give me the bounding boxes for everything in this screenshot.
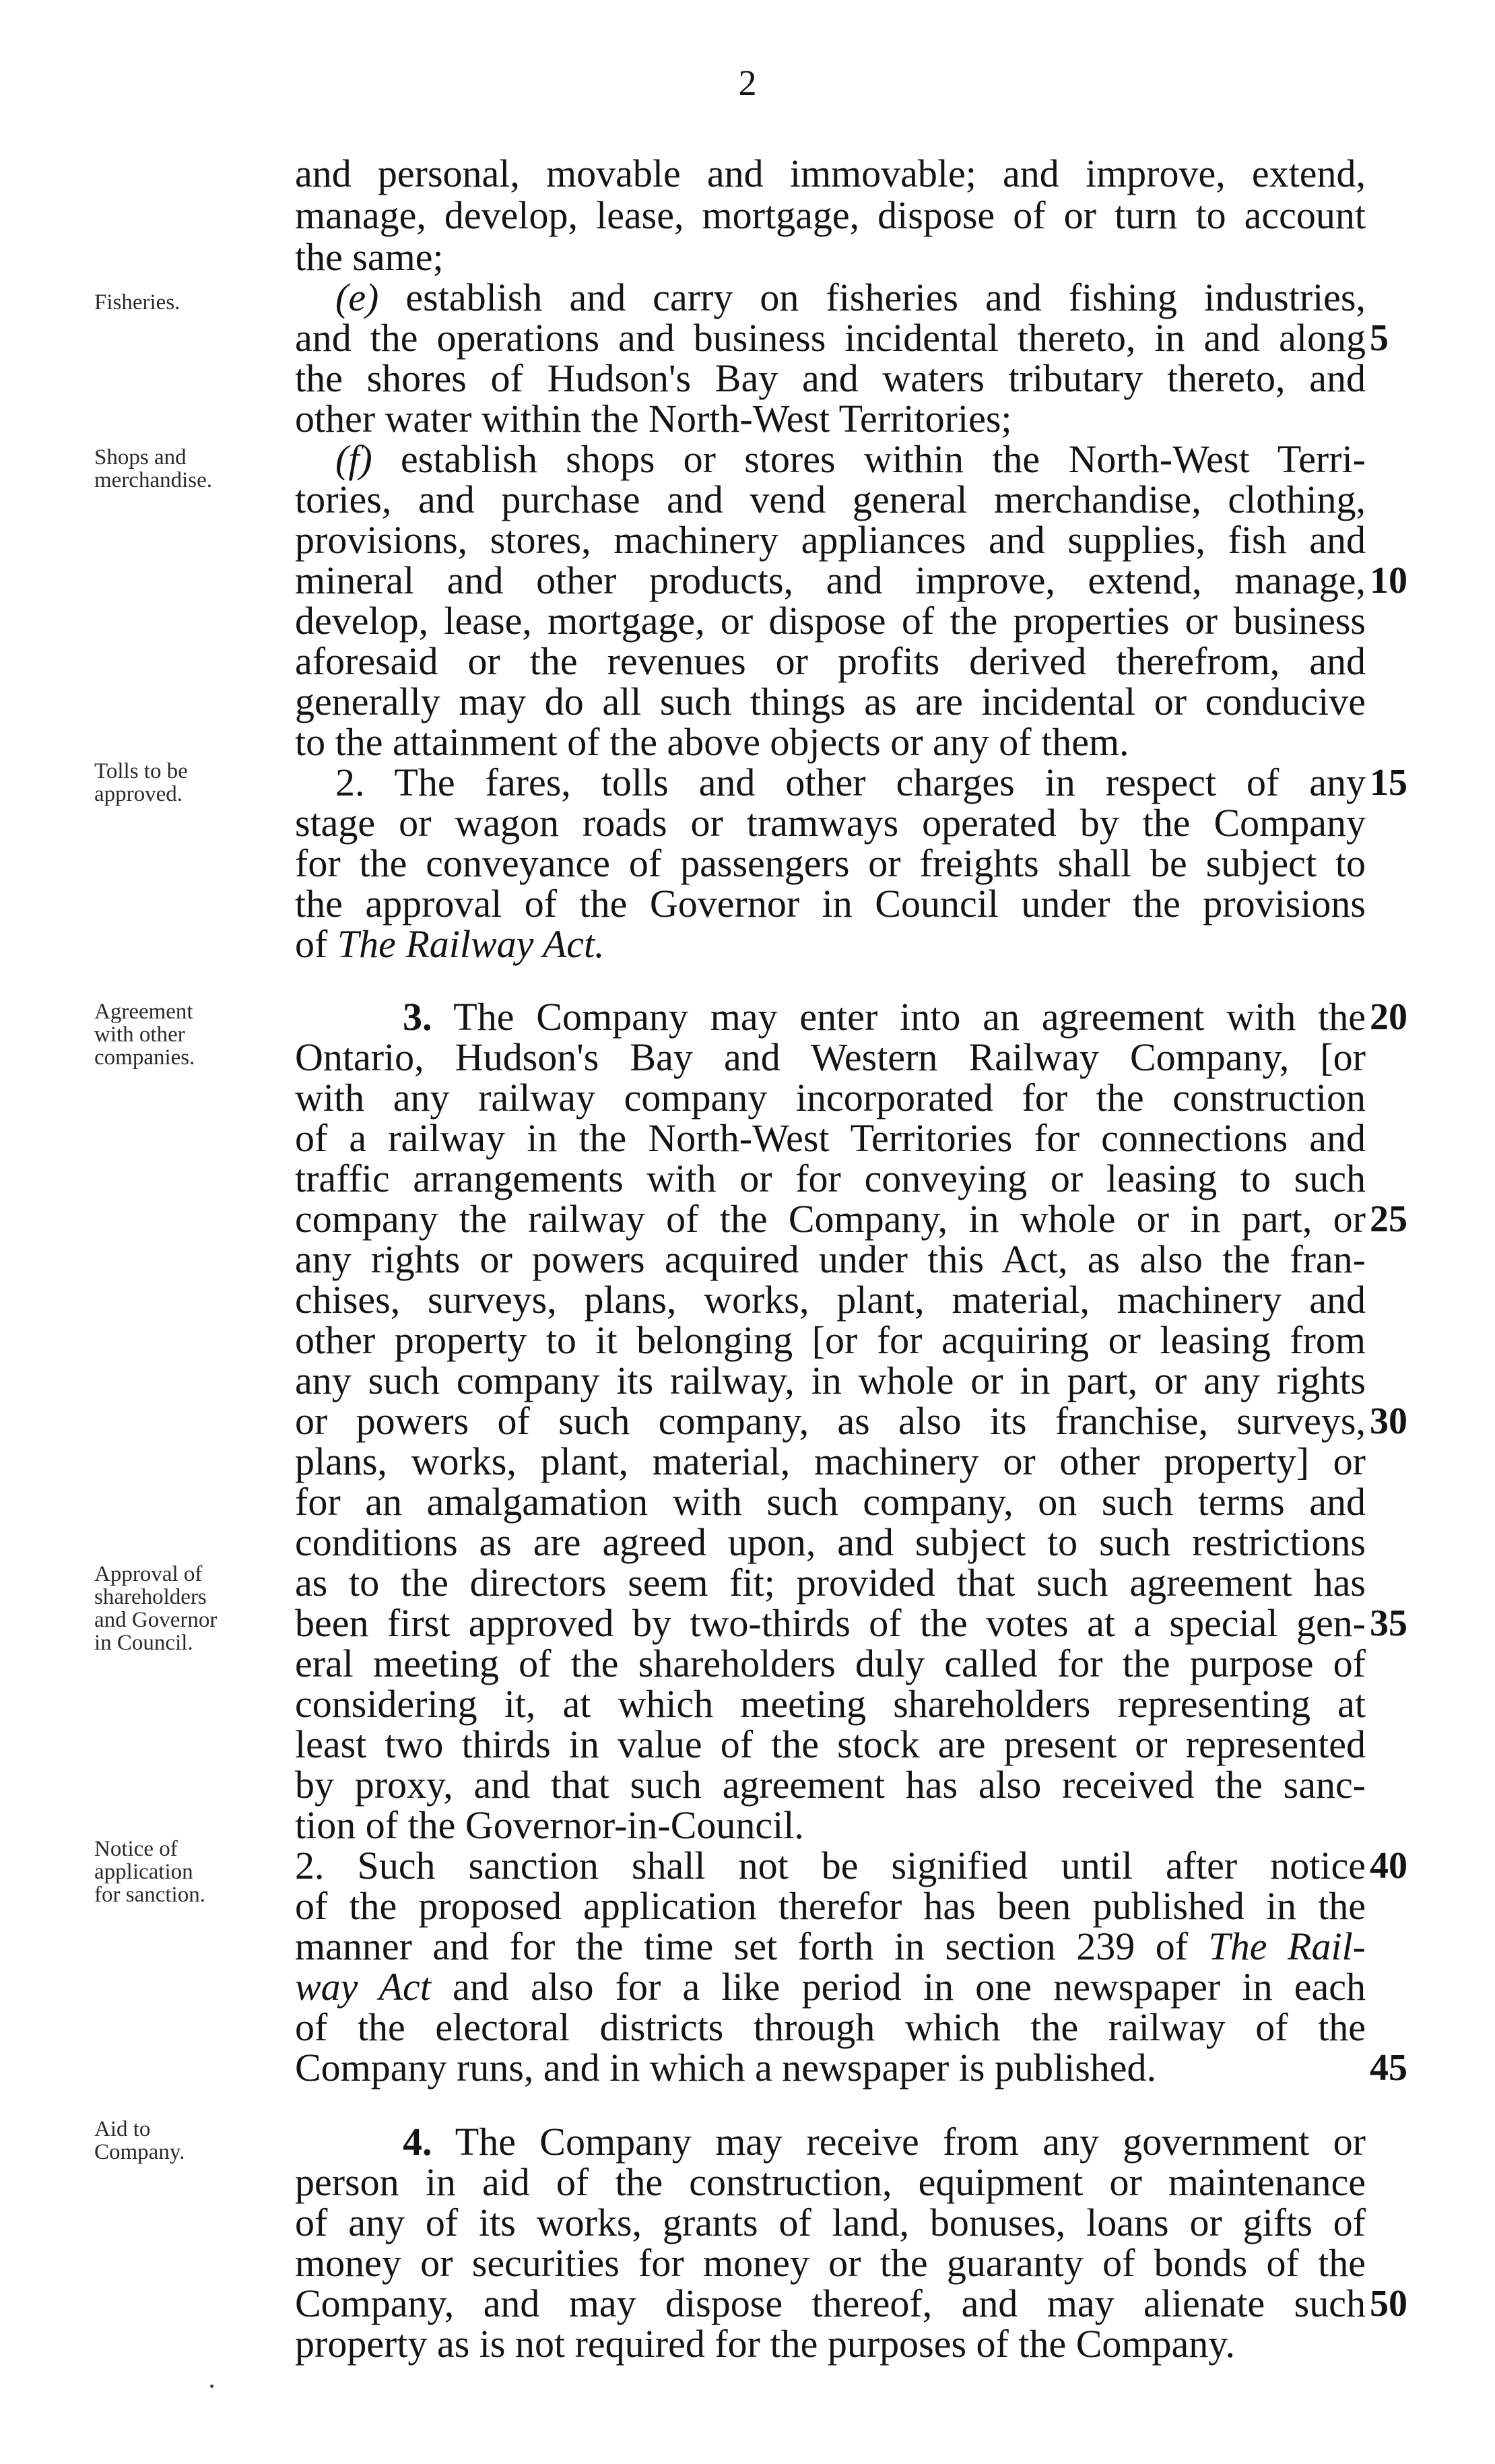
- margin-note-line: shareholders: [94, 1585, 207, 1609]
- margin-note-line: Approval of: [94, 1562, 203, 1586]
- line-number: 50: [1370, 2283, 1407, 2325]
- body-line: and personal, movable and immovable; and improve, extend,: [295, 152, 1366, 195]
- body-line: money or securities for money or the guaranty of bonds of the: [295, 2241, 1366, 2285]
- margin-note-approval: [94, 1563, 290, 1654]
- body-line: by proxy, and that such agreement has also received the sanc-: [295, 1763, 1366, 1807]
- body-line: manage, develop, lease, mortgage, dispose of or turn to account: [295, 193, 1366, 237]
- body-line: been first approved by two-thirds of the votes at a special gen-: [295, 1601, 1366, 1645]
- margin-note-line: Shops and: [94, 445, 187, 469]
- body-line: generally may do all such things as are incidental or conducive: [295, 680, 1366, 723]
- margin-note-line: companies.: [94, 1045, 195, 1070]
- body-line: Company runs, and in which a newspaper is published.: [295, 2046, 1157, 2089]
- body-line: any rights or powers acquired under this Act, as also the fran-: [295, 1237, 1366, 1281]
- line-number: 20: [1370, 996, 1407, 1038]
- margin-note-line: with other: [94, 1023, 185, 1047]
- body-line: [295, 1846, 1366, 1886]
- margin-note-tolls: [94, 760, 290, 806]
- act-title: way Act: [295, 1965, 431, 2009]
- clause-text: establish shops or stores within the North-West Terri-: [372, 437, 1366, 481]
- body-line: [295, 1967, 1366, 2007]
- body-line: for the conveyance of passengers or freights shall be subject to: [295, 841, 1366, 885]
- body-line: tion of the Governor-in-Council.: [295, 1803, 804, 1847]
- line-number: 45: [1370, 2047, 1407, 2089]
- margin-note-line: Fisheries.: [94, 290, 180, 315]
- body-line: of the proposed application therefor has been published in the: [295, 1884, 1366, 1928]
- margin-note-line: Agreement: [94, 1000, 193, 1024]
- margin-note-line: Company.: [94, 2140, 185, 2164]
- clause-label: (e): [335, 275, 379, 319]
- line-number: 10: [1370, 560, 1407, 602]
- body-line: any such company its railway, in whole or in part, or any rights: [295, 1359, 1366, 1402]
- margin-note-line: and Governor: [94, 1608, 218, 1632]
- clause-text: establish and carry on fisheries and fishing industries,: [378, 275, 1366, 319]
- body-line: of the electoral districts through which the railway of the: [295, 2005, 1366, 2049]
- clause-label: (f): [335, 437, 372, 481]
- body-line: [295, 924, 1366, 965]
- body-line: or powers of such company, as also its franchise, surveys,: [295, 1399, 1366, 1443]
- margin-note-line: approved.: [94, 782, 183, 806]
- line-number: 35: [1370, 1602, 1407, 1644]
- body-line: the same;: [295, 235, 444, 279]
- body-line: other water within the North-West Territories;: [295, 397, 1012, 441]
- body-line: to the attainment of the above objects or any of them.: [295, 720, 1129, 764]
- body-line: Company, and may dispose thereof, and may alienate such: [295, 2281, 1366, 2325]
- margin-note-fisheries: [94, 291, 290, 314]
- body-line: plans, works, plant, material, machinery or other property] or: [295, 1439, 1366, 1483]
- margin-note-line: Aid to: [94, 2117, 151, 2141]
- text-run: manner and for the time set forth in section 239 of: [295, 1924, 1209, 1968]
- subsection-text: 2. The fares, tolls and other charges in respect of any: [335, 760, 1366, 804]
- margin-note-line: in Council.: [94, 1631, 193, 1655]
- page-number: 2: [738, 63, 757, 103]
- body-line: company the railway of the Company, in whole or in part, or: [295, 1197, 1366, 1241]
- margin-note-line: application: [94, 1860, 193, 1884]
- margin-note-line: merchandise.: [94, 468, 213, 492]
- margin-note-line: for sanction.: [94, 1883, 205, 1907]
- line-number: 40: [1370, 1845, 1407, 1887]
- body-line: with any railway company incorporated for the construction: [295, 1076, 1366, 1120]
- body-line: other property to it belonging [or for acquiring or leasing from: [295, 1318, 1366, 1362]
- body-line: eral meeting of the shareholders duly called for the purpose of: [295, 1642, 1366, 1685]
- line-number: 30: [1370, 1400, 1407, 1442]
- body-line: stage or wagon roads or tramways operated by the Company: [295, 801, 1366, 845]
- body-line: [295, 760, 1366, 804]
- body-line: the shores of Hudson's Bay and waters tributary thereto, and: [295, 356, 1366, 400]
- margin-note-line: Tolls to be: [94, 759, 188, 783]
- section-number: 4.: [403, 2120, 432, 2164]
- body-line: property as is not required for the purposes of the Company.: [295, 2322, 1235, 2366]
- body-line: of a railway in the North-West Territories for connections and: [295, 1116, 1366, 1160]
- body-line: [295, 439, 1366, 480]
- body-line: least two thirds in value of the stock are present or represented: [295, 1722, 1366, 1766]
- body-line: for an amalgamation with such company, on such terms and: [295, 1480, 1366, 1524]
- body-line: the approval of the Governor in Council under the provisions: [295, 882, 1366, 926]
- body-line: [295, 275, 1366, 319]
- section-number: 3.: [403, 995, 432, 1039]
- subsection-text: 2. Such sanction shall not be signified until after notice: [295, 1844, 1366, 1887]
- text-run: and also for a like period in one newspaper in each: [430, 1965, 1366, 2009]
- body-line: of any of its works, grants of land, bonuses, loans or gifts of: [295, 2201, 1366, 2244]
- margin-note-aid: [94, 2118, 290, 2164]
- body-line: traffic arrangements with or for conveying or leasing to such: [295, 1157, 1366, 1200]
- text-run: of: [295, 922, 337, 966]
- body-line: considering it, at which meeting shareholders representing at: [295, 1682, 1366, 1726]
- body-line: aforesaid or the revenues or profits derived therefrom, and: [295, 639, 1366, 683]
- section-text: The Company may receive from any government or: [432, 2120, 1366, 2164]
- body-line: [295, 997, 1366, 1037]
- line-number: 5: [1370, 317, 1389, 359]
- body-line: [295, 2122, 1366, 2162]
- body-line: [295, 1926, 1366, 1967]
- margin-note-notice: [94, 1838, 290, 1906]
- body-line: Ontario, Hudson's Bay and Western Railway Company, [or: [295, 1035, 1366, 1079]
- body-line: person in aid of the construction, equipment or maintenance: [295, 2160, 1366, 2204]
- margin-note-line: Notice of: [94, 1837, 178, 1861]
- ink-speck: [210, 2385, 213, 2388]
- act-title: The Rail-: [1208, 1924, 1366, 1968]
- body-line: conditions as are agreed upon, and subject to such restrictions: [295, 1520, 1366, 1564]
- act-title: The Railway Act.: [337, 922, 605, 966]
- body-line: mineral and other products, and improve, extend, manage,: [295, 558, 1366, 602]
- margin-note-shops: [94, 446, 290, 492]
- section-text: The Company may enter into an agreement with the: [432, 995, 1366, 1039]
- line-number: 25: [1370, 1198, 1407, 1240]
- body-line: tories, and purchase and vend general merchandise, clothing,: [295, 478, 1366, 521]
- body-line: chises, surveys, plans, works, plant, material, machinery and: [295, 1278, 1366, 1322]
- body-line: and the operations and business incidental thereto, in and along: [295, 316, 1366, 360]
- body-line: provisions, stores, machinery appliances and supplies, fish and: [295, 518, 1366, 562]
- margin-note-agreement: [94, 1000, 290, 1069]
- body-line: as to the directors seem fit; provided that such agreement has: [295, 1561, 1366, 1604]
- line-number: 15: [1370, 762, 1407, 804]
- body-line: develop, lease, mortgage, or dispose of the properties or business: [295, 599, 1366, 643]
